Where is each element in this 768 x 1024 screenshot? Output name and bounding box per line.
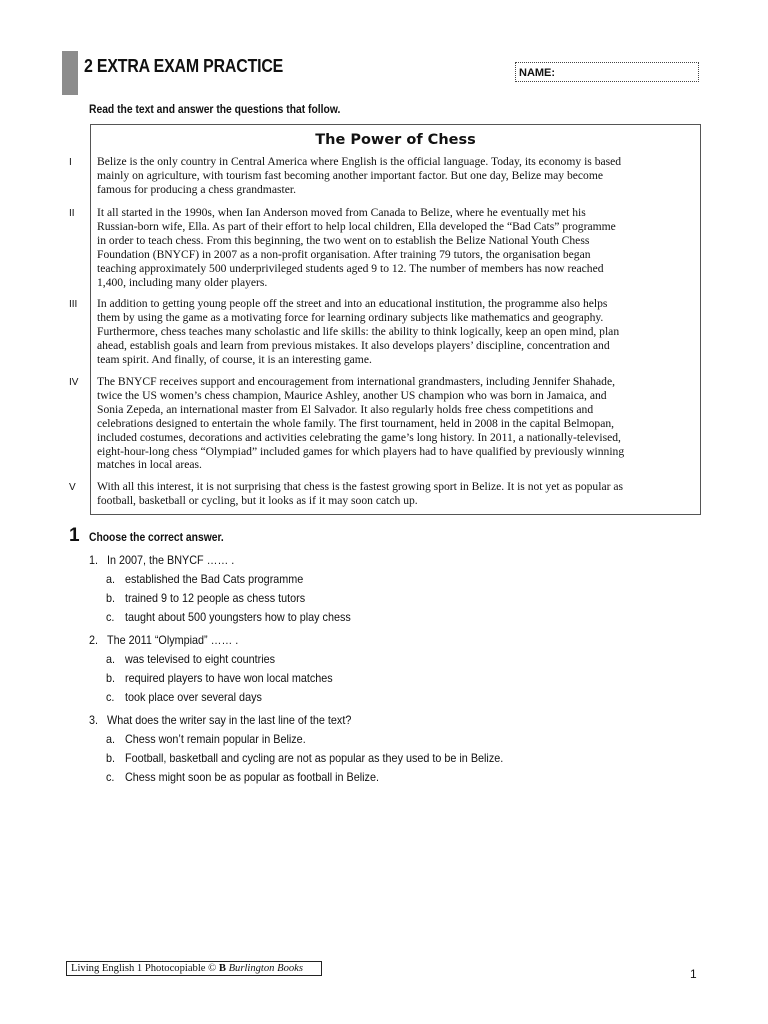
paragraph-line: With all this interest, it is not surprising that chess is the fastest growing sport in Belize. It is not yet as popular as xyxy=(97,480,624,493)
paragraph-4 xyxy=(97,375,691,472)
answer-option[interactable]: taught about 500 youngsters how to play chess xyxy=(125,610,351,624)
option-letter: c. xyxy=(106,610,115,624)
paragraph-line: In addition to getting young people off the street and into an educational institution, the programme also helps xyxy=(97,297,608,310)
option-letter: c. xyxy=(106,690,115,704)
name-field[interactable] xyxy=(515,62,699,82)
answer-option[interactable]: Chess won’t remain popular in Belize. xyxy=(125,732,306,746)
task-instructions: Choose the correct answer. xyxy=(89,530,224,544)
paragraph-line: in order to teach chess. From this beginning, the two went on to establish the Belize National Youth Chess xyxy=(97,233,590,247)
paragraph-1 xyxy=(97,155,691,197)
answer-option[interactable]: took place over several days xyxy=(125,690,262,704)
footer-text: Living English 1 Photocopiable © xyxy=(71,963,219,974)
question-number: 3. xyxy=(89,713,99,727)
paragraph-line: team spirit. And finally, of course, it is an interesting game. xyxy=(97,352,372,366)
answer-option[interactable]: Football, basketball and cycling are not as popular as they used to be in Belize. xyxy=(125,751,504,765)
answer-option[interactable]: trained 9 to 12 people as chess tutors xyxy=(125,591,306,605)
paragraph-number: IV xyxy=(69,377,79,388)
paragraph-line: celebrations designed to entertain the whole family. The first tournament, held in 2008 in the capital Belmopan, xyxy=(97,416,615,430)
paragraph-number: V xyxy=(69,482,76,493)
option-letter: b. xyxy=(106,751,116,765)
reading-title: The Power of Chess xyxy=(315,132,476,148)
paragraph-line: Sonia Zepeda, an international master from El Salvador. It also regularly holds free chess competitions and xyxy=(97,402,594,416)
paragraph-line: Belize is the only country in Central America where English is the official language. Today, its economy is based xyxy=(97,155,622,168)
paragraph-line: teaching approximately 500 underprivileged students aged 9 to 12. The number of members has now reached xyxy=(97,261,604,275)
instructions: Read the text and answer the questions that follow. xyxy=(89,102,341,116)
option-letter: b. xyxy=(106,671,116,685)
paragraph-line: eight-hour-long chess “Olympiad” included games for which players had to have qualified by previously winning xyxy=(97,444,625,458)
paragraph-2 xyxy=(97,206,691,289)
answer-option[interactable]: Chess might soon be as popular as football in Belize. xyxy=(125,770,379,784)
paragraph-line: Furthermore, chess teaches many scholastic and life skills: the ability to think logically, keep an open mind, plan xyxy=(97,324,620,338)
option-letter: a. xyxy=(106,572,116,586)
task-number: 1 xyxy=(69,525,80,546)
paragraph-line: It all started in the 1990s, when Ian Anderson moved from Canada to Belize, where he eventually met his xyxy=(97,206,586,219)
paragraph-line: 1,400, including many older players. xyxy=(97,275,268,289)
answer-option[interactable]: was televised to eight countries xyxy=(125,652,276,666)
paragraph-line: Russian-born wife, Ella. As part of their effort to help local children, Ella developed the “Bad Cats” programme xyxy=(97,219,616,233)
paragraph-line: famous for producing a chess grandmaster. xyxy=(97,182,296,196)
footer-copyright xyxy=(66,961,322,976)
paragraph-line: ahead, establish goals and learn from previous mistakes. It also develops players’ discipline, concentration and xyxy=(97,338,610,352)
name-label: NAME: xyxy=(519,67,556,79)
question-text: In 2007, the BNYCF …… . xyxy=(107,553,235,567)
paragraph-number: I xyxy=(69,157,72,168)
paragraph-line: Foundation (BNYCF) in 2007 as a non-profit organisation. After training 79 tutors, the organisation began xyxy=(97,247,591,261)
paragraph-line: twice the US women’s chess champion, Maurice Ashley, another US champion who was born in Jamaica, and xyxy=(97,388,607,402)
paragraph-line: football, basketball or cycling, but it looks as if it may soon catch up. xyxy=(97,493,418,507)
paragraph-line: The BNYCF receives support and encouragement from international grandmasters, including Jennifer Shahade, xyxy=(97,375,616,388)
paragraph-line: mainly on agriculture, with tourism fast becoming another important factor. But one day, Belize may become xyxy=(97,168,604,182)
answer-option[interactable]: required players to have won local matches xyxy=(125,671,333,685)
option-letter: a. xyxy=(106,732,116,746)
option-letter: c. xyxy=(106,770,115,784)
option-letter: a. xyxy=(106,652,116,666)
paragraph-number: II xyxy=(69,208,75,219)
page-title: 2 EXTRA EXAM PRACTICE xyxy=(84,55,284,76)
option-letter: b. xyxy=(106,591,116,605)
paragraph-line: included costumes, decorations and activities celebrating the game’s long history. In 2011, a nationally-televised, xyxy=(97,430,621,444)
question-text: The 2011 “Olympiad” …… . xyxy=(107,633,239,647)
paragraph-line: matches in local areas. xyxy=(97,458,202,472)
publisher-name: Burlington Books xyxy=(228,963,304,974)
page-number: 1 xyxy=(690,967,697,981)
answer-option[interactable]: established the Bad Cats programme xyxy=(125,572,304,586)
paragraph-number: III xyxy=(69,299,78,310)
paragraph-3 xyxy=(97,297,691,367)
question-number: 1. xyxy=(89,553,99,567)
question-number: 2. xyxy=(89,633,99,647)
publisher-logo-icon: B xyxy=(218,963,226,974)
paragraph-5 xyxy=(97,480,691,508)
paragraph-line: them by using the game as a motivating force for learning ordinary subjects like mathematics and geography. xyxy=(97,310,604,324)
unit-color-bar xyxy=(62,51,78,95)
question-text: What does the writer say in the last line of the text? xyxy=(107,713,352,727)
